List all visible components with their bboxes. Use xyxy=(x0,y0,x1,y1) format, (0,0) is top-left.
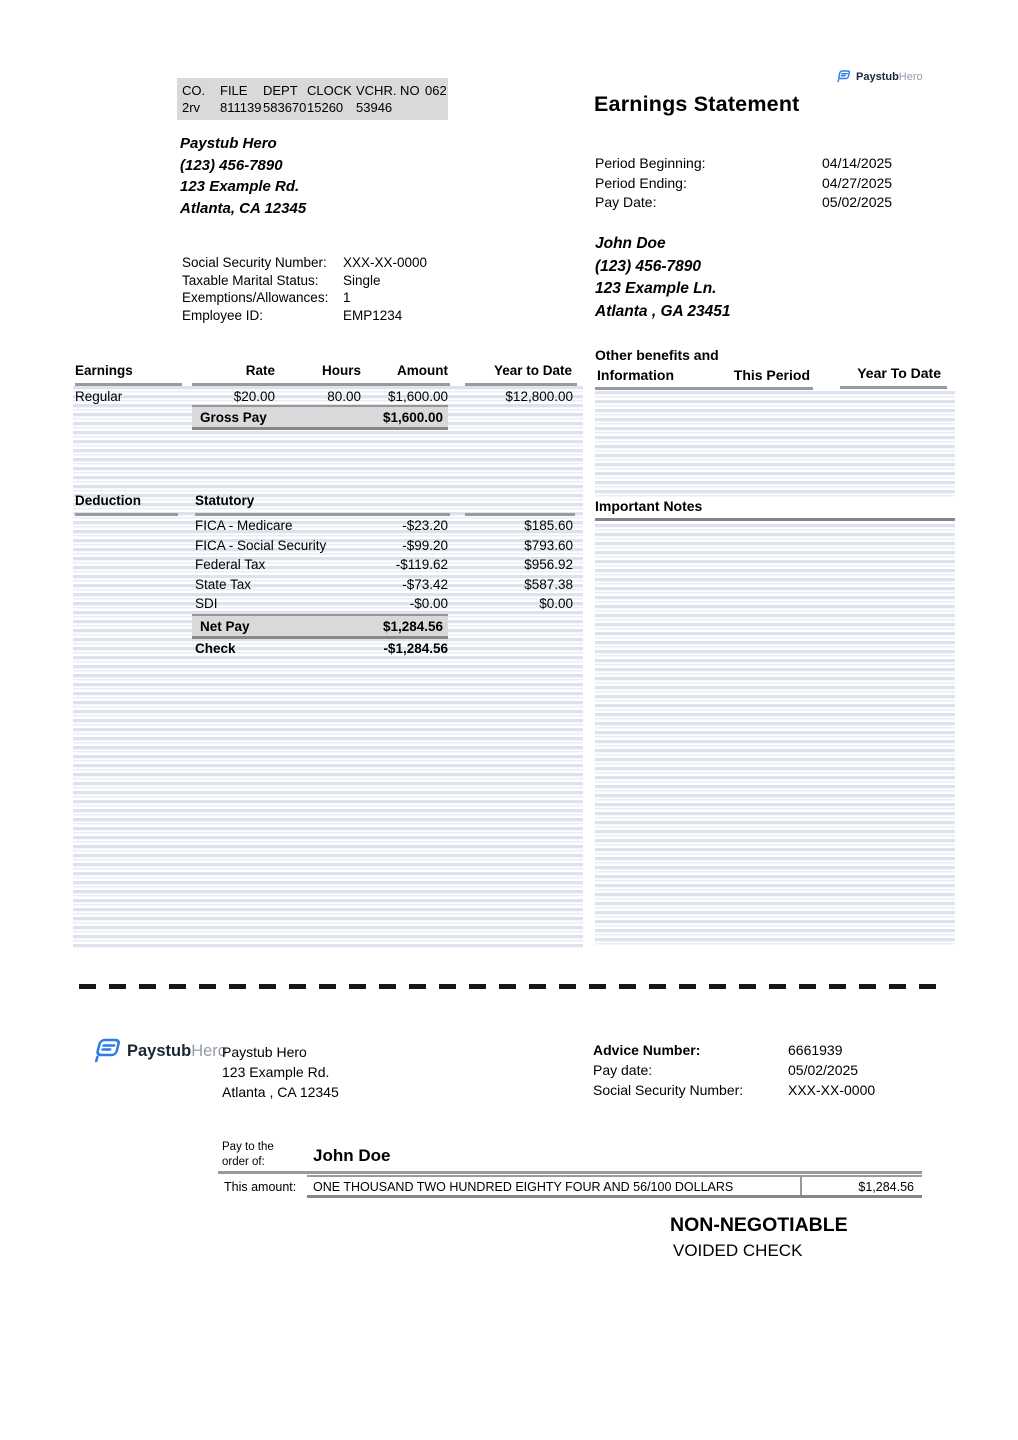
employee-street: 123 Example Ln. xyxy=(595,280,717,297)
deduction-label: Federal Tax xyxy=(195,557,266,572)
brand-text-light: Hero xyxy=(191,1041,227,1060)
amount-box xyxy=(307,1175,922,1198)
deduction-section-label: Deduction xyxy=(75,493,141,508)
footer-pay-date-value: 05/02/2025 xyxy=(788,1062,859,1078)
benefits-ytd-col-header: Year To Date xyxy=(857,365,941,381)
hours-col-header: Hours xyxy=(321,363,361,378)
net-pay-label: Net Pay xyxy=(200,619,250,634)
non-negotiable-text: NON-NEGOTIABLE xyxy=(670,1214,848,1236)
deduction-label: FICA - Medicare xyxy=(195,518,293,533)
benefits-header-rule-2 xyxy=(840,386,947,389)
period-block xyxy=(595,155,935,214)
net-pay-band xyxy=(192,614,448,639)
deduction-header-rule-3 xyxy=(465,513,575,516)
earnings-header-rule-3 xyxy=(465,383,577,386)
company-block xyxy=(180,133,306,219)
earnings-col-header: Earnings xyxy=(75,363,133,378)
deduction-label: State Tax xyxy=(195,577,252,592)
earnings-row-hours: 80.00 xyxy=(327,389,361,404)
codes-header-clock: CLOCK xyxy=(307,83,352,98)
earnings-row-amount: $1,600.00 xyxy=(387,389,448,404)
advice-number-row xyxy=(593,1042,933,1062)
pay-date-label: Pay Date: xyxy=(595,194,657,210)
period-beginning-row xyxy=(595,155,935,175)
codes-value-row xyxy=(182,99,448,116)
amount-box-divider xyxy=(800,1177,802,1195)
brand-logo-small xyxy=(836,70,923,83)
net-pay-amount: $1,284.56 xyxy=(382,619,443,634)
brand-logo-footer xyxy=(92,1038,227,1064)
codes-value-clock: 15260 xyxy=(307,100,344,115)
advice-number-label: Advice Number: xyxy=(593,1042,701,1058)
check-row xyxy=(75,641,575,660)
voided-check-text: VOIDED CHECK xyxy=(673,1241,803,1260)
pay-date-row xyxy=(595,194,935,214)
employee-id-value: EMP1234 xyxy=(343,307,403,323)
brand-text-bold: Paystub xyxy=(127,1041,192,1060)
earnings-header-rule-2 xyxy=(192,383,450,386)
deduction-ytd: $793.60 xyxy=(524,538,573,553)
company-street: 123 Example Rd. xyxy=(180,178,300,195)
earnings-row-rate: $20.00 xyxy=(233,389,275,404)
rate-col-header: Rate xyxy=(245,363,275,378)
deduction-row-social-security xyxy=(75,538,575,557)
period-ending-row xyxy=(595,175,935,195)
page-title: Earnings Statement xyxy=(594,92,800,116)
deduction-ytd: $0.00 xyxy=(539,596,573,611)
footer-company-city: Atlanta , CA 12345 xyxy=(222,1084,339,1100)
codes-value-vchr: 53946 xyxy=(356,100,393,115)
earnings-row-label: Regular xyxy=(75,389,123,404)
deduction-row-state-tax xyxy=(75,577,575,596)
pay-to-label xyxy=(222,1140,274,1170)
advice-number-value: 6661939 xyxy=(788,1042,843,1058)
company-city: Atlanta, CA 12345 xyxy=(180,199,307,217)
deduction-label: SDI xyxy=(195,596,218,611)
benefits-header-line2: Information xyxy=(597,367,674,383)
ssn-label: Social Security Number: xyxy=(182,255,327,270)
footer-ssn-row xyxy=(593,1082,933,1102)
check-amount: -$1,284.56 xyxy=(383,641,448,656)
tear-line xyxy=(79,984,940,989)
deduction-amount: -$23.20 xyxy=(402,518,448,533)
gross-pay-amount: $1,600.00 xyxy=(382,410,443,425)
brand-text-bold: Paystub xyxy=(856,70,899,83)
company-phone: (123) 456-7890 xyxy=(180,156,283,174)
period-beginning-label: Period Beginning: xyxy=(595,155,706,171)
exemptions-row xyxy=(182,290,482,308)
employee-id-label: Employee ID: xyxy=(182,307,264,323)
paystubhero-icon xyxy=(92,1038,122,1064)
statutory-group-label: Statutory xyxy=(195,493,255,508)
deduction-ytd: $956.92 xyxy=(524,557,573,572)
deduction-row-federal-tax xyxy=(75,557,575,576)
marital-status-value: Single xyxy=(343,272,381,288)
amount-words: ONE THOUSAND TWO HUNDRED EIGHTY FOUR AND 56/100 DOLLARS xyxy=(313,1180,734,1194)
earnings-header-row xyxy=(75,363,575,383)
codes-value-file: 811139 xyxy=(220,100,262,115)
deduction-amount: -$0.00 xyxy=(409,596,448,611)
pay-to-label-line1: Pay to the xyxy=(222,1141,274,1153)
deduction-amount: -$119.62 xyxy=(395,557,448,572)
brand-text-light: Hero xyxy=(898,70,923,83)
gross-pay-label: Gross Pay xyxy=(200,410,267,425)
important-notes-rule xyxy=(595,518,955,521)
codes-header-dept: DEPT xyxy=(263,83,298,98)
period-ending-label: Period Ending: xyxy=(595,174,687,191)
codes-header-vchr: VCHR. NO xyxy=(356,83,420,98)
gross-pay-band xyxy=(192,405,448,430)
amount-label: This amount: xyxy=(224,1180,297,1194)
codes-value-co: 2rv xyxy=(182,100,201,115)
amount-value: $1,284.56 xyxy=(858,1180,914,1194)
payee-rule xyxy=(218,1171,922,1174)
footer-company-street: 123 Example Rd. xyxy=(222,1064,330,1080)
deduction-row-sdi xyxy=(75,596,575,615)
codes-value-extra xyxy=(425,99,448,116)
employee-city: Atlanta , GA 23451 xyxy=(595,302,731,320)
left-stripes-area xyxy=(73,386,583,949)
company-name: Paystub Hero xyxy=(180,135,277,152)
benefits-stripes-area xyxy=(595,391,955,497)
footer-pay-date-label: Pay date: xyxy=(593,1062,653,1078)
benefits-header-line1: Other benefits and xyxy=(595,347,719,363)
benefits-header-rule-1 xyxy=(595,387,813,390)
pay-date-value: 05/02/2025 xyxy=(822,194,893,210)
earnings-row-ytd: $12,800.00 xyxy=(505,389,573,404)
deduction-amount: -$99.20 xyxy=(402,538,448,553)
deduction-label: FICA - Social Security xyxy=(195,538,327,553)
employee-info-block xyxy=(182,255,482,325)
exemptions-label: Exemptions/Allowances: xyxy=(182,290,329,305)
amount-col-header: Amount xyxy=(397,363,448,378)
deduction-amount: -$73.42 xyxy=(402,577,448,592)
footer-pay-date-row xyxy=(593,1062,933,1082)
period-ending-value: 04/27/2025 xyxy=(822,174,893,191)
earnings-header-rule-1 xyxy=(75,383,182,386)
marital-status-row xyxy=(182,273,482,291)
payee-name: John Doe xyxy=(313,1146,391,1165)
codes-header-vchr-no: 062 xyxy=(425,83,447,98)
this-period-col-header: This Period xyxy=(733,367,810,383)
employee-block xyxy=(595,233,731,323)
ytd-col-header: Year to Date xyxy=(493,363,572,378)
important-notes-title: Important Notes xyxy=(595,498,703,514)
codes-header-file: FILE xyxy=(220,83,248,98)
footer-ssn-label: Social Security Number: xyxy=(593,1082,744,1098)
advice-block xyxy=(593,1042,933,1102)
pay-to-label-line2: order of: xyxy=(222,1156,265,1168)
ssn-row xyxy=(182,255,482,273)
benefits-header xyxy=(595,347,955,389)
codes-value-dept: 583670 xyxy=(263,100,307,115)
deduction-header-row xyxy=(75,493,575,513)
codes-box xyxy=(177,78,448,120)
employee-phone: (123) 456-7890 xyxy=(595,257,701,275)
marital-status-label: Taxable Marital Status: xyxy=(182,272,319,288)
period-beginning-value: 04/14/2025 xyxy=(822,155,893,171)
deduction-ytd: $587.38 xyxy=(524,577,573,592)
check-label: Check xyxy=(195,641,236,656)
paystubhero-icon xyxy=(836,70,851,83)
footer-company-name: Paystub Hero xyxy=(222,1044,307,1060)
deduction-ytd: $185.60 xyxy=(524,518,573,533)
employee-name: John Doe xyxy=(595,235,666,252)
footer-company-block xyxy=(222,1042,339,1102)
employee-id-row xyxy=(182,308,482,326)
exemptions-value: 1 xyxy=(343,290,351,305)
deduction-header-rule-2 xyxy=(195,513,450,516)
codes-header-row xyxy=(182,82,448,99)
footer-ssn-value: XXX-XX-0000 xyxy=(788,1082,876,1098)
ssn-value: XXX-XX-0000 xyxy=(343,255,428,270)
notes-stripes-area xyxy=(595,524,955,947)
deduction-row-medicare xyxy=(75,518,575,537)
codes-header-co: CO. xyxy=(182,83,206,98)
deduction-header-rule-1 xyxy=(75,513,178,516)
